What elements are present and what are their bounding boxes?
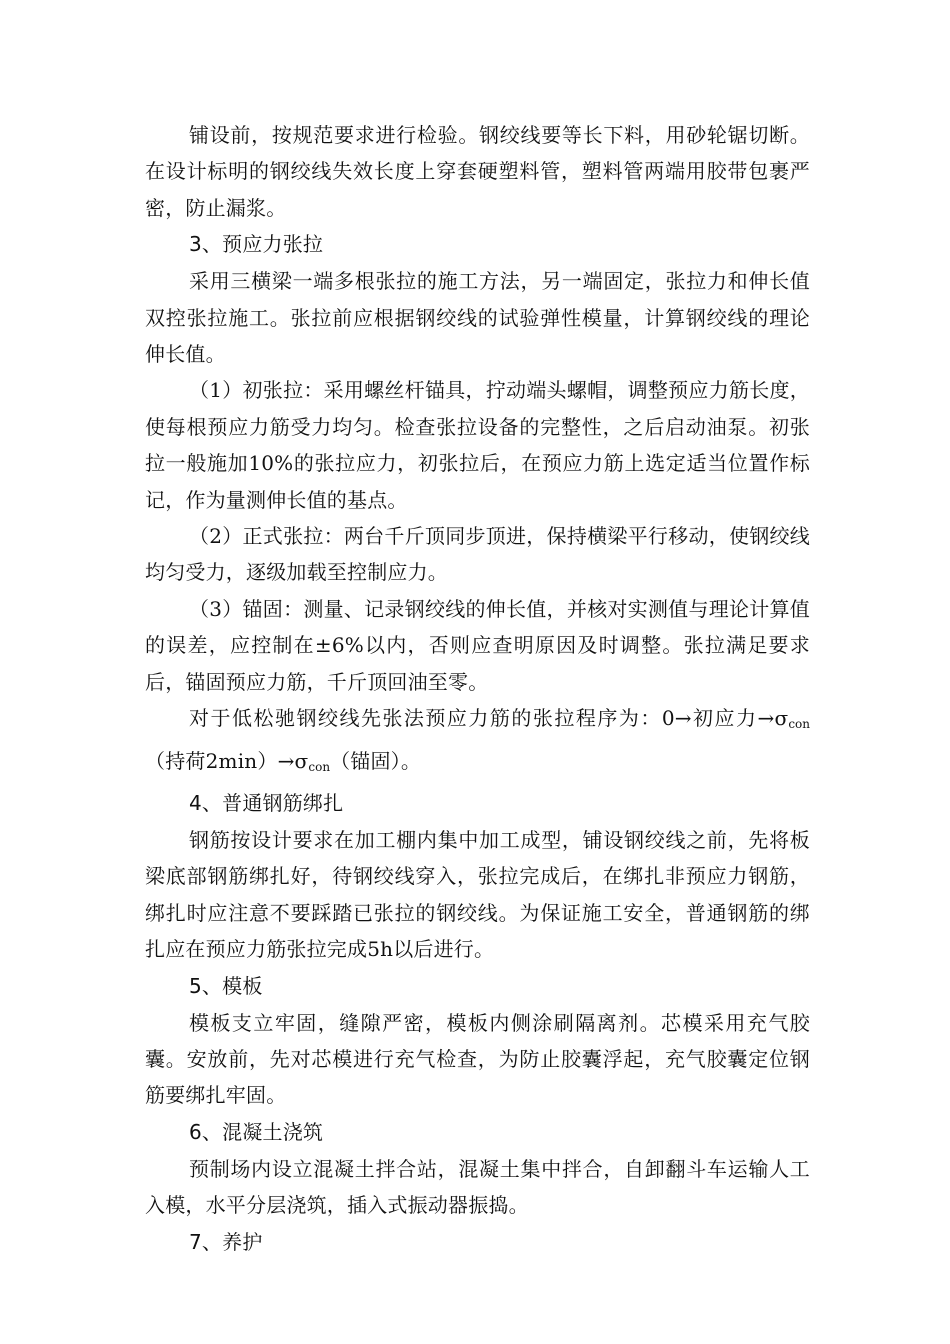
paragraph-laying: 铺设前，按规范要求进行检验。钢绞线要等长下料，用砂轮锯切断。在设计标明的钢绞线失效长度上穿套硬塑料管，塑料管两端用胶带包裹严密，防止漏浆。 [145, 123, 810, 220]
sigma-subscript-2: con [308, 759, 331, 774]
paragraph-rebar-binding: 钢筋按设计要求在加工棚内集中加工成型，铺设钢绞线之前，先将板梁底部钢筋绑扎好，待钢绞线穿入，张拉完成后，在绑扎非预应力钢筋，绑扎时应注意不要踩踏已张拉的钢绞线。为保证施工安全，普通钢筋的绑扎应在预应力筋张拉完成5h以后进行。 [145, 827, 810, 962]
paragraph-initial-tension: （1）初张拉：采用螺丝杆锚具，拧动端头螺帽，调整预应力筋长度，使每根预应力筋受力均匀。检查张拉设备的完整性，之后启动油泵。初张拉一般施加10%的张拉应力，初张拉后，在预应力筋上选定适当位置作标记，作为量测伸长值的基点。 [145, 378, 810, 512]
paragraph-anchoring: （3）锚固：测量、记录钢绞线的伸长值，并核对实测值与理论计算值的误差，应控制在±6%以内，否则应查明原因及时调整。张拉满足要求后，锚固预应力筋，千斤顶回油至零。 [145, 596, 810, 694]
heading-curing: 7、养护 [189, 1229, 263, 1254]
procedure-middle: （持荷2min）→σ [145, 748, 309, 773]
paragraph-formal-tension: （2）正式张拉：两台千斤顶同步顶进，保持横梁平行移动，使钢绞线均匀受力，逐级加载至控制应力。 [145, 524, 810, 585]
procedure-end: （锚固）。 [330, 748, 422, 773]
heading-prestress-tensioning: 3、预应力张拉 [189, 232, 324, 257]
heading-concrete-pouring: 6、混凝土浇筑 [189, 1119, 324, 1144]
heading-formwork: 5、模板 [189, 973, 263, 998]
paragraph-formwork: 模板支立牢固，缝隙严密，模板内侧涂刷隔离剂。芯模采用充气胶囊。安放前，先对芯模进行充气检查，为防止胶囊浮起，充气胶囊定位钢筋要绑扎牢固。 [145, 1010, 810, 1108]
heading-rebar-binding: 4、普通钢筋绑扎 [189, 790, 344, 815]
paragraph-concrete-pouring: 预制场内设立混凝土拌合站，混凝土集中拌合，自卸翻斗车运输人工入模，水平分层浇筑，插入式振动器振捣。 [145, 1156, 810, 1218]
paragraph-tension-procedure [145, 700, 810, 785]
sigma-subscript-1: con [788, 717, 810, 732]
procedure-intro: 对于低松驰钢绞线先张法预应力筋的张拉程序为：0→初应力→σ [189, 706, 789, 731]
document-page [145, 117, 810, 1261]
paragraph-tension-method: 采用三横梁一端多根张拉的施工方法，另一端固定，张拉力和伸长值双控张拉施工。张拉前应根据钢绞线的试验弹性模量，计算钢绞线的理论伸长值。 [145, 269, 810, 367]
